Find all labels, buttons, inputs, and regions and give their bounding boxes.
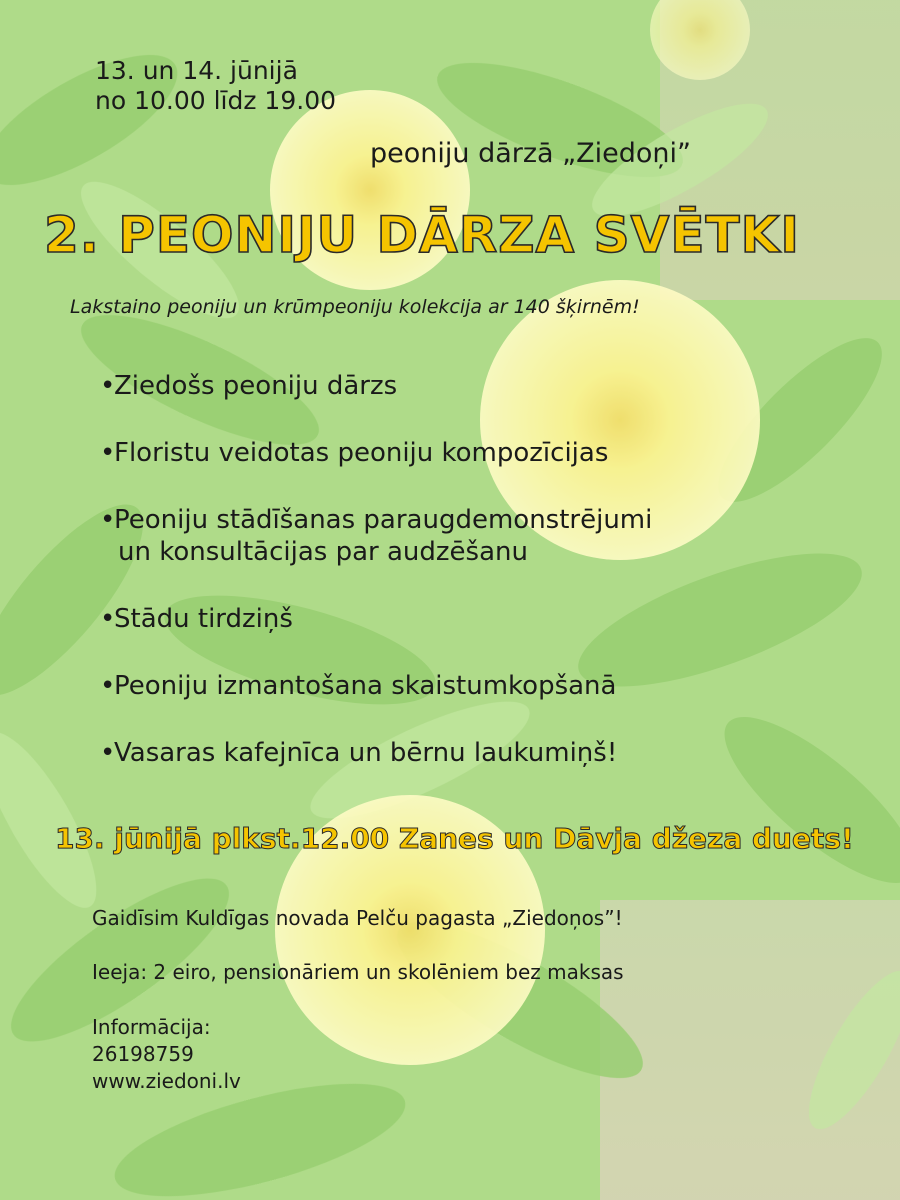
entry-fee-line: Ieeja: 2 eiro, pensionāriem un skolēniem bez maksas (92, 960, 624, 984)
program-item (100, 504, 652, 568)
bullet-icon: • (100, 505, 116, 535)
contact-info (92, 1014, 241, 1095)
program-item-text: Vasaras kafejnīca un bērnu laukumiņš! (114, 738, 618, 768)
time-line: no 10.00 līdz 19.00 (95, 86, 337, 115)
bullet-icon: • (100, 604, 116, 634)
date-line: 13. un 14. jūnijā (95, 56, 298, 85)
program-item (100, 437, 652, 469)
welcome-line: Gaidīsim Kuldīgas novada Pelču pagasta „Ziedoņos”! (92, 906, 623, 930)
program-item (100, 670, 652, 702)
program-item-text: Peoniju izmantošana skaistumkopšanā (114, 671, 617, 701)
bullet-icon: • (100, 371, 116, 401)
program-item-text-continued: un konsultācijas par audzēšanu (118, 537, 528, 567)
program-item-text: Floristu veidotas peoniju kompozīcijas (114, 438, 609, 468)
contact-label: Informācija: (92, 1015, 211, 1039)
bullet-icon: • (100, 438, 116, 468)
bullet-icon: • (100, 738, 116, 768)
program-item-text: Peoniju stādīšanas paraugdemonstrējumi (114, 505, 653, 535)
program-item (100, 603, 652, 635)
bullet-icon: • (100, 671, 116, 701)
poster-title: 2. PEONIJU DĀRZA SVĒTKI (44, 206, 800, 264)
program-item-text: Ziedošs peoniju dārzs (114, 371, 398, 401)
jazz-duet-announcement: 13. jūnijā plkst.12.00 Zanes un Dāvja džeza duets! (55, 822, 854, 855)
program-item (100, 737, 652, 769)
program-item (100, 370, 652, 402)
program-list (100, 370, 652, 804)
contact-phone: 26198759 (92, 1042, 194, 1066)
collection-subtitle: Lakstaino peoniju un krūmpeoniju kolekcija ar 140 šķirnēm! (70, 296, 640, 318)
event-dates (95, 56, 336, 116)
location-line: peoniju dārzā „Ziedoņi” (370, 138, 692, 169)
contact-website: www.ziedoni.lv (92, 1069, 241, 1093)
program-item-text: Stādu tirdziņš (114, 604, 293, 634)
